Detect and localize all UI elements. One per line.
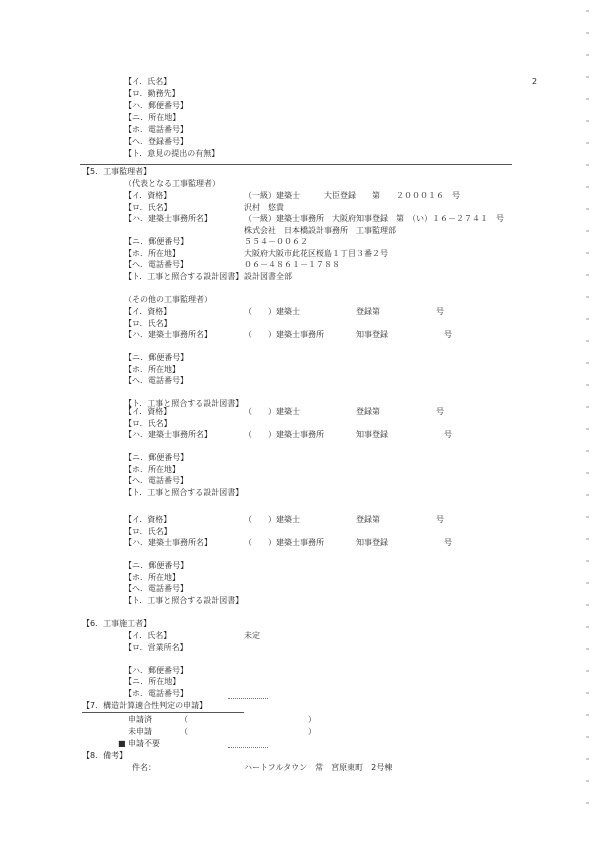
field-label: 【ト．意見の提出の有無】 [124,149,220,158]
field-label: 【イ．資格】 [124,407,172,416]
field-label: 【ト．工事と照合する設計図書】 [124,399,244,408]
field-label: 【ニ．郵便番号】 [124,353,189,362]
not-required-checkbox[interactable]: ■ [118,739,126,748]
right-edge-marks [586,10,589,810]
field-label: 【ニ．郵便番号】 [124,561,189,570]
field-label: 【イ．資格】 [124,307,172,316]
field-label: 【ト．工事と照合する設計図書】 [124,271,244,281]
dotted-line [228,747,268,748]
field-value: 沢村 悠貴 [244,202,284,212]
field-label: 【ホ．所在地】 [124,464,180,474]
field-label: 【ロ．氏名】 [124,526,172,536]
field-label: 【ロ．営業所名】 [124,642,188,652]
field-label: 【イ．氏名】 [124,631,172,640]
field-label: 【ヘ．電話番号】 [124,584,188,593]
field-value: 株式会社 日本橋設計事務所 工事監理部 [244,225,396,235]
field-value: ０６－４８６１－１７８８ [244,260,340,269]
field-label: 【ニ．郵便番号】 [124,453,189,462]
page-number: 2 [532,77,538,86]
field-value: （ ）建築士 登録第 号 [244,307,444,316]
field-label: 【ハ．建築士事務所名】 [124,538,212,547]
section-5-subheading: （代表となる工事監理者） [124,179,220,188]
field-label: 【イ．資格】 [124,191,172,200]
section-6-header: 【6．工事施工者】 [82,619,152,628]
field-value: 大阪府大阪市此花区桜島１丁目３番２号 [244,248,388,258]
field-label: 【ヘ．電話番号】 [124,476,188,485]
field-label: 申請済 [128,715,152,724]
field-label: 【ホ．所在地】 [124,248,180,258]
field-label: 【ニ．所在地】 [124,113,181,122]
section-7-rule [82,712,244,713]
field-label: 【ロ．氏名】 [124,418,172,428]
field-label: 【ハ．建築士事務所名】 [124,430,212,439]
section-5-header: 【5．工事監理者】 [82,167,152,176]
field-label: 【ロ．氏名】 [124,318,172,328]
project-name-label: 件名： [132,763,156,772]
field-value: （ ）建築士事務所 知事登録 号 [244,538,452,547]
section-divider [80,164,512,165]
field-value: ５５４－００６２ [244,237,308,246]
field-label: 【ハ．郵便番号】 [124,101,188,110]
field-label: 【ホ．所在地】 [124,572,180,582]
section-7-header: 【7．構造計算適合性判定の申請】 [82,701,208,710]
field-label: 【ニ．郵便番号】 [124,237,189,246]
field-label: 【ロ．氏名】 [124,202,172,212]
other-supervisors-heading: （その他の工事監理者） [124,295,212,304]
field-label: 【ヘ．電話番号】 [124,376,188,385]
field-label: 【ト．工事と照合する設計図書】 [124,595,244,605]
field-label: 【ロ．勤務先】 [124,89,180,98]
field-value: （一級）建築士 大臣登録 第 ２０００１６ 号 [244,191,460,200]
field-label: 【ヘ．登録番号】 [124,137,188,146]
not-required-label: 申請不要 [128,739,160,748]
field-value: （ ）建築士 登録第 号 [244,407,444,416]
field-value: 設計図書全部 [244,271,292,281]
field-label: 【ホ．所在地】 [124,364,180,374]
field-value: （ ） [180,727,316,736]
field-value: （ ）建築士事務所 知事登録 号 [244,430,452,439]
section-8-header: 【8．備考】 [82,751,128,760]
dotted-line [228,698,268,699]
field-value: （ ）建築士事務所 知事登録 号 [244,330,452,339]
field-label: 【イ．資格】 [124,515,172,524]
project-name-value: ハートフルタウン 常 宮原東町 2号棟 [244,763,393,772]
field-value: （ ）建築士 登録第 号 [244,515,444,524]
field-value: 未定 [244,631,260,640]
field-label: 【ハ．建築士事務所名】 [124,330,212,339]
field-value: （ ） [180,715,316,724]
field-label: 【ト．工事と照合する設計図書】 [124,487,244,497]
field-label: 【ニ．所在地】 [124,677,181,686]
field-value: （一級）建築士事務所 大阪府知事登録 第 （い）１６－２７４１ 号 [244,214,504,223]
field-label: 【ハ．郵便番号】 [124,665,188,675]
field-label: 【イ．氏名】 [124,77,172,86]
field-label: 【ハ．建築士事務所名】 [124,214,212,223]
field-label: 未申請 [128,727,152,736]
field-label: 【ホ．電話番号】 [124,688,188,698]
field-label: 【ホ．電話番号】 [124,125,188,134]
field-label: 【ヘ．電話番号】 [124,260,188,269]
